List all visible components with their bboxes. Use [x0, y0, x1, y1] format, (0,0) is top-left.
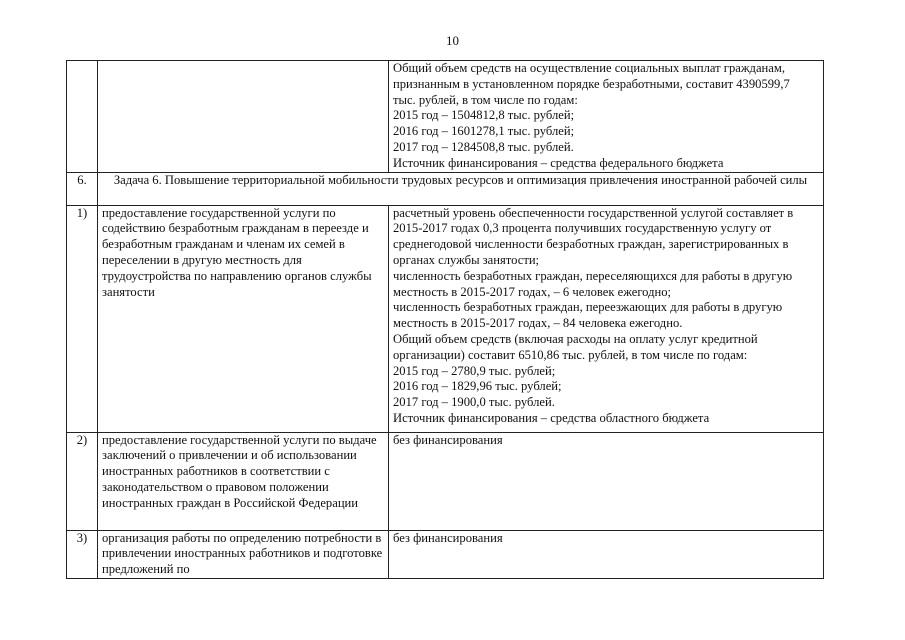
- result-line: расчетный уровень обеспеченности государственной услугой составляет в: [393, 205, 794, 220]
- row-number: [67, 61, 98, 173]
- row-number: 1): [67, 205, 98, 432]
- result-line: признанным в установленном порядке безработными, составит 4390599,7: [393, 76, 790, 91]
- table-row: [67, 530, 824, 578]
- result-line: организации) составит 6510,86 тыс. рублей, в том числе по годам:: [393, 347, 748, 362]
- task-heading: Задача 6. Повышение территориальной мобильности трудовых ресурсов и оптимизация привлечения иностранной рабочей силы: [98, 172, 824, 205]
- table-row: [67, 61, 824, 173]
- result-line: без финансирования: [393, 530, 503, 545]
- result-line: без финансирования: [393, 432, 503, 447]
- result-cell: [389, 61, 824, 173]
- result-line: Общий объем средств на осуществление социальных выплат гражданам,: [393, 61, 786, 75]
- program-measures-table: [66, 60, 824, 579]
- measure-text: предоставление государственной услуги по выдаче заключений о привлечении и об использовании иностранных работников в соответствии с законодательством о правовом положении иностранных граждан в Российской Федерации: [102, 432, 377, 510]
- page-number: 10: [446, 33, 459, 48]
- row-number: 3): [67, 530, 98, 578]
- table-row: [67, 205, 824, 432]
- result-line: Источник финансирования – средства федерального бюджета: [393, 155, 724, 170]
- result-line: 2015-2017 годах 0,3 процента получивших государственную услугу от: [393, 221, 772, 236]
- row-number: 6.: [67, 172, 98, 205]
- result-cell: [389, 432, 824, 530]
- result-line: численность безработных граждан, переселяющихся для работы в другую: [393, 268, 793, 283]
- result-line: органах службы занятости;: [393, 252, 540, 267]
- result-line: местность в 2015-2017 годах, – 6 человек ежегодно;: [393, 284, 672, 299]
- result-cell: [389, 530, 824, 578]
- result-line: Общий объем средств (включая расходы на оплату услуг кредитной: [393, 331, 758, 346]
- result-line: 2017 год – 1900,0 тыс. рублей.: [393, 395, 555, 410]
- result-line: 2015 год – 2780,9 тыс. рублей;: [393, 363, 556, 378]
- result-line: местность в 2015-2017 годах, – 84 человека ежегодно.: [393, 316, 683, 331]
- measure-cell: [98, 432, 389, 530]
- result-line: среднегодовой численности безработных граждан, зарегистрированных в: [393, 237, 789, 252]
- measure-text: организация работы по определению потребности в привлечении иностранных работников и подготовке предложений по: [102, 530, 383, 577]
- result-line: 2015 год – 1504812,8 тыс. рублей;: [393, 108, 575, 123]
- result-line: 2016 год – 1601278,1 тыс. рублей;: [393, 124, 575, 139]
- task-row: [67, 172, 824, 205]
- result-line: тыс. рублей, в том числе по годам:: [393, 92, 578, 107]
- measure-cell: [98, 61, 389, 173]
- measure-text: предоставление государственной услуги по содействию безработным гражданам в переезде и безработным гражданам и членам их семей в переселении в другую местность для трудоустройства по направлению органов службы занятости: [102, 205, 372, 299]
- result-line: численность безработных граждан, переезжающих для работы в другую: [393, 300, 783, 315]
- result-line: 2017 год – 1284508,8 тыс. рублей.: [393, 139, 574, 154]
- result-cell: [389, 205, 824, 432]
- measure-cell: [98, 205, 389, 432]
- measure-cell: [98, 530, 389, 578]
- row-number: 2): [67, 432, 98, 530]
- table-row: [67, 432, 824, 530]
- result-line: 2016 год – 1829,96 тыс. рублей;: [393, 379, 562, 394]
- result-line: Источник финансирования – средства областного бюджета: [393, 410, 710, 425]
